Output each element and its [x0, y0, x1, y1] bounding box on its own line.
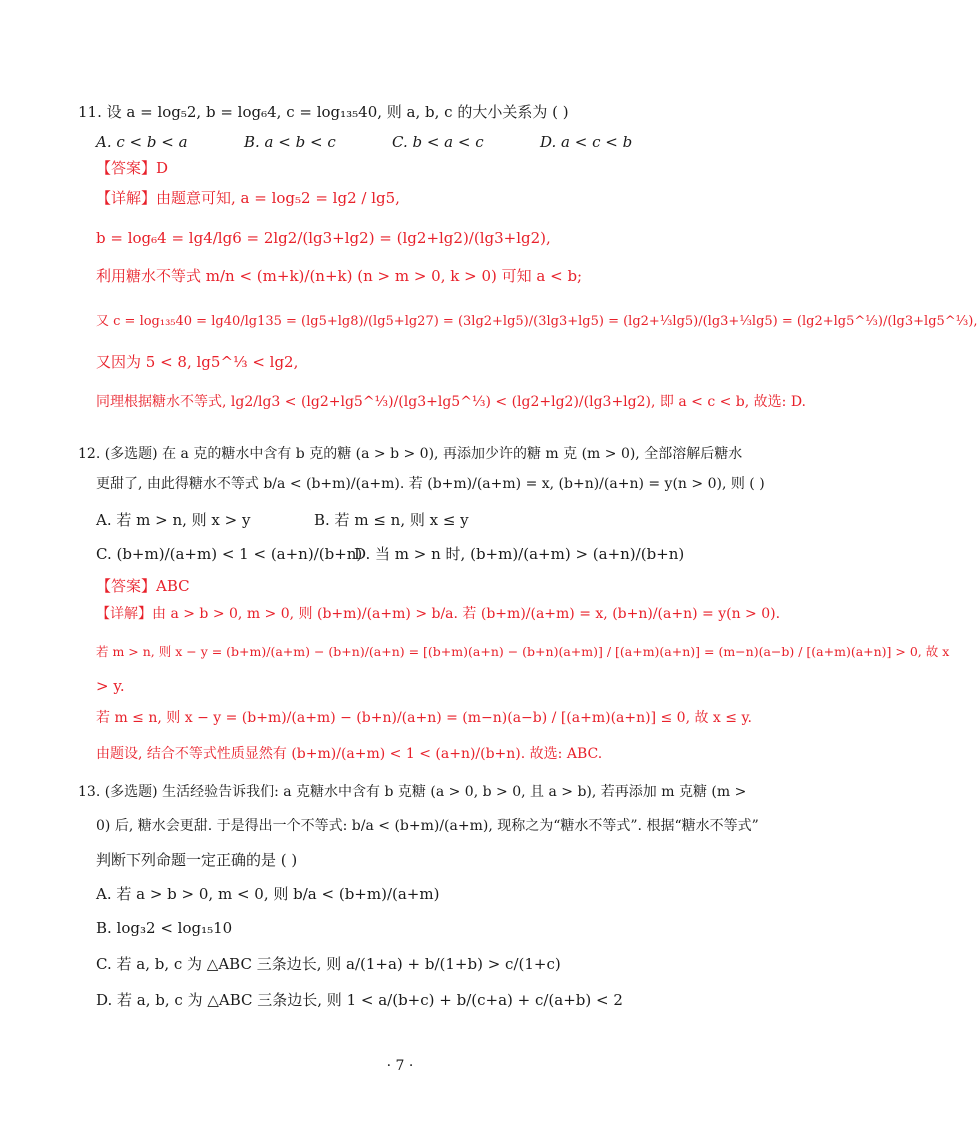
q13-stem-3: 判断下列命题一定正确的是 ( ) — [96, 851, 298, 869]
q13-stem-1: 13. (多选题) 生活经验告诉我们: a 克糖水中含有 b 克糖 (a > 0, b > 0, 且 a > b), 若再添加 m 克糖 (m > — [78, 784, 747, 800]
q11-detail-4: 又 c = log₁₃₅40 = lg40/lg135 = (lg5+lg8)/(lg5+lg27) = (3lg2+lg5)/(3lg3+lg5) = (lg2+⅓lg5)/(lg3+⅓lg5) = (lg2+lg5^⅓)/(lg3+lg5^⅓), — [96, 314, 977, 329]
q11-detail-1: 【详解】由题意可知, a = log₅2 = lg2 / lg5, — [96, 189, 400, 207]
q13-option-a: A. 若 a > b > 0, m < 0, 则 b/a < (b+m)/(a+m) — [96, 885, 440, 903]
q11-detail-3: 利用糖水不等式 m/n < (m+k)/(n+k) (n > m > 0, k > 0) 可知 a < b; — [96, 267, 583, 285]
q13-option-b: B. log₃2 < log₁₅10 — [96, 919, 233, 937]
q11-detail-6: 同理根据糖水不等式, lg2/lg3 < (lg2+lg5^⅓)/(lg3+lg5^⅓) < (lg2+lg2)/(lg3+lg2), 即 a < c < b, 故选: D. — [96, 394, 807, 410]
q12-detail-5: 由题设, 结合不等式性质显然有 (b+m)/(a+m) < 1 < (a+n)/(b+n). 故选: ABC. — [96, 746, 603, 762]
q12-stem-2: 更甜了, 由此得糖水不等式 b/a < (b+m)/(a+m). 若 (b+m)/(a+m) = x, (b+n)/(a+n) = y(n > 0), 则 ( ) — [96, 476, 765, 492]
q12-detail-3: > y. — [96, 677, 125, 695]
q12-option-a: A. 若 m > n, 则 x > y — [96, 511, 251, 529]
q12-option-b: B. 若 m ≤ n, 则 x ≤ y — [314, 511, 469, 529]
q13-option-d: D. 若 a, b, c 为 △ABC 三条边长, 则 1 < a/(b+c) + b/(c+a) + c/(a+b) < 2 — [96, 991, 623, 1009]
q11-option-a: A. c < b < a — [96, 133, 188, 151]
q11-option-d: D. a < c < b — [540, 133, 633, 151]
q12-option-c: C. (b+m)/(a+m) < 1 < (a+n)/(b+n) — [96, 545, 363, 563]
q12-option-d: D. 当 m > n 时, (b+m)/(a+m) > (a+n)/(b+n) — [354, 545, 685, 563]
q11-option-b: B. a < b < c — [244, 133, 336, 151]
q13-stem-2: 0) 后, 糖水会更甜. 于是得出一个不等式: b/a < (b+m)/(a+m), 现称之为“糖水不等式”. 根据“糖水不等式” — [96, 818, 759, 834]
q13-option-c: C. 若 a, b, c 为 △ABC 三条边长, 则 a/(1+a) + b/(1+b) > c/(1+c) — [96, 955, 561, 973]
q12-detail-1: 【详解】由 a > b > 0, m > 0, 则 (b+m)/(a+m) > b/a. 若 (b+m)/(a+m) = x, (b+n)/(a+n) = y(n > 0). — [96, 606, 781, 622]
q11-option-c: C. b < a < c — [392, 133, 484, 151]
q12-stem-1: 12. (多选题) 在 a 克的糖水中含有 b 克的糖 (a > b > 0), 再添加少许的糖 m 克 (m > 0), 全部溶解后糖水 — [78, 446, 743, 462]
q11-detail-5: 又因为 5 < 8, lg5^⅓ < lg2, — [96, 353, 299, 371]
q12-detail-2: 若 m > n, 则 x − y = (b+m)/(a+m) − (b+n)/(a+n) = [(b+m)(a+n) − (b+n)(a+m)] / [(a+m)(a+n)] = (m−n)(a−b) / [(a+m)(a+n)] > 0, 故 x — [96, 644, 950, 659]
q11-answer: 【答案】D — [96, 159, 169, 177]
q12-answer: 【答案】ABC — [96, 577, 190, 595]
q11-detail-2: b = log₆4 = lg4/lg6 = 2lg2/(lg3+lg2) = (lg2+lg2)/(lg3+lg2), — [96, 229, 551, 247]
q12-detail-4: 若 m ≤ n, 则 x − y = (b+m)/(a+m) − (b+n)/(a+n) = (m−n)(a−b) / [(a+m)(a+n)] ≤ 0, 故 x ≤ y. — [96, 710, 752, 726]
page-number: · 7 · — [386, 1058, 414, 1074]
q11-stem: 11. 设 a = log₅2, b = log₆4, c = log₁₃₅40, 则 a, b, c 的大小关系为 ( ) — [78, 103, 569, 121]
